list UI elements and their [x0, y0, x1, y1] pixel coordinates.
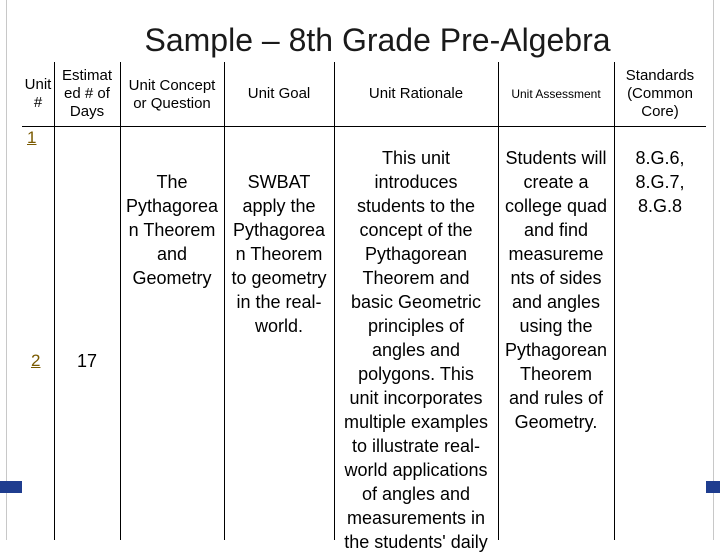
col-divider: [54, 62, 55, 540]
slide-title: Sample – 8th Grade Pre-Algebra: [144, 22, 611, 58]
standards: 8.G.6, 8.G.7, 8.G.8: [635, 148, 685, 216]
unit-assessment: Students will create a college quad and find measureme nts of sides and angles using the Pythagorean Theorem and rules of Geometry.: [504, 148, 608, 432]
header-days: Estimat ed # of Days: [61, 67, 112, 120]
header-assessment: Unit Assessment: [511, 87, 601, 101]
unit-goal: SWBAT apply the Pythagorea n Theorem to geometry in the real- world.: [231, 172, 327, 336]
unit-concept: The Pythagorea n Theorem and Geometry: [125, 172, 219, 288]
col-divider: [614, 62, 615, 540]
header-concept: Unit Concept or Question: [128, 77, 216, 112]
header-rationale: Unit Rationale: [368, 85, 464, 102]
accent-bar-left: [0, 481, 22, 493]
accent-bar-right: [706, 481, 720, 493]
col-divider: [120, 62, 121, 540]
header-unit: Unit #: [24, 76, 52, 111]
curriculum-table: [22, 62, 706, 552]
header-standards: Standards (Common Core): [625, 67, 695, 120]
header-divider: [22, 126, 706, 127]
unit-number-2: 2: [31, 351, 41, 370]
unit-number-1: 1: [27, 128, 37, 147]
days-value: 17: [76, 351, 98, 371]
unit-rationale: This unit introduces students to the concept of the Pythagorean Theorem and basic Geometric principles of angles and polygons. This unit incorporates multiple examples to illustrate real- world applications of angles and measurements in the students' daily: [343, 148, 489, 552]
header-goal: Unit Goal: [247, 85, 311, 102]
